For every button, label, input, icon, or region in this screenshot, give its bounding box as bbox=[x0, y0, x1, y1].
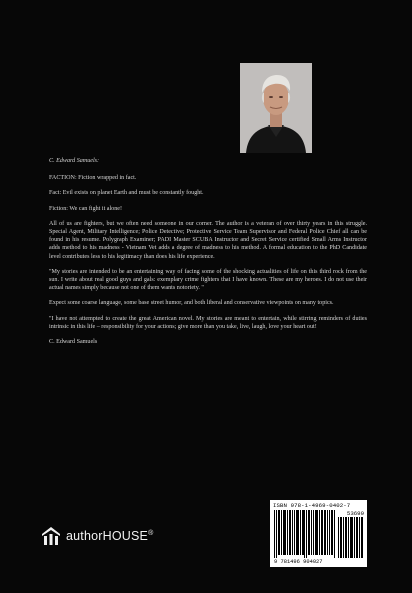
ean-digits: 9 781496 904027 bbox=[274, 559, 323, 565]
publisher-logo bbox=[41, 525, 153, 547]
paragraph-bio: All of us are fighters, but we often need someone in our corner. The author is a veteran of over thirty years in this struggle. Special Agent, Military Intelligence; Police Detective; Protective Service Team Supervisor and Federal Police Chief all can be found in his resume. Polygraph Examiner; PADI Master SCUBA Instructor and Secret Service certified Small Arms Instructor adds method to his madness - Vietnam Vet adds a degree of madness to his method. A formal education to the PhD Candidate level contributes less to his legitimacy than does his life experience. bbox=[49, 220, 367, 260]
house-icon bbox=[41, 526, 61, 546]
price-code: 53699 bbox=[346, 510, 364, 517]
isbn-barcode bbox=[270, 500, 367, 567]
author-heading: C. Edward Samuels: bbox=[49, 158, 100, 164]
signature-name: C. Edward Samuels bbox=[49, 339, 98, 346]
paragraph-expect: Expect some coarse language, some base street humor, and both liberal and conservative viewpoints on many topics. bbox=[49, 300, 334, 307]
paragraph-fact: Fact: Evil exists on planet Earth and must be constantly fought. bbox=[49, 190, 204, 197]
back-cover-text bbox=[49, 157, 367, 353]
ean-bars bbox=[274, 510, 336, 558]
paragraph-fiction: Fiction: We can fight it alone! bbox=[49, 205, 123, 212]
author-photo bbox=[240, 63, 312, 153]
publisher-name: authorHOUSE® bbox=[66, 529, 154, 543]
isbn-label: ISBN 978-1-4969-0402-7 bbox=[273, 502, 351, 509]
addon-bars bbox=[338, 517, 363, 558]
paragraph-quote-2: "I have not attempted to create the great American novel. My stories are meant to entertain, while stirring reminders of duties intrinsic in this life – responsibility for your actions; give more than you take, live, laugh, love your heart out! bbox=[49, 315, 367, 330]
paragraph-quote: "My stories are intended to be an entertaining way of facing some of the shocking actualities of life on this third rock from the sun. I write about real good guys and gals: exemplary crime fighters that I have known. These are my heroes. I do not use their actual names simply because not one of them wants notoriety. " bbox=[49, 268, 367, 292]
paragraph-faction: FACTION: Fiction wrapped in fact. bbox=[49, 175, 137, 182]
